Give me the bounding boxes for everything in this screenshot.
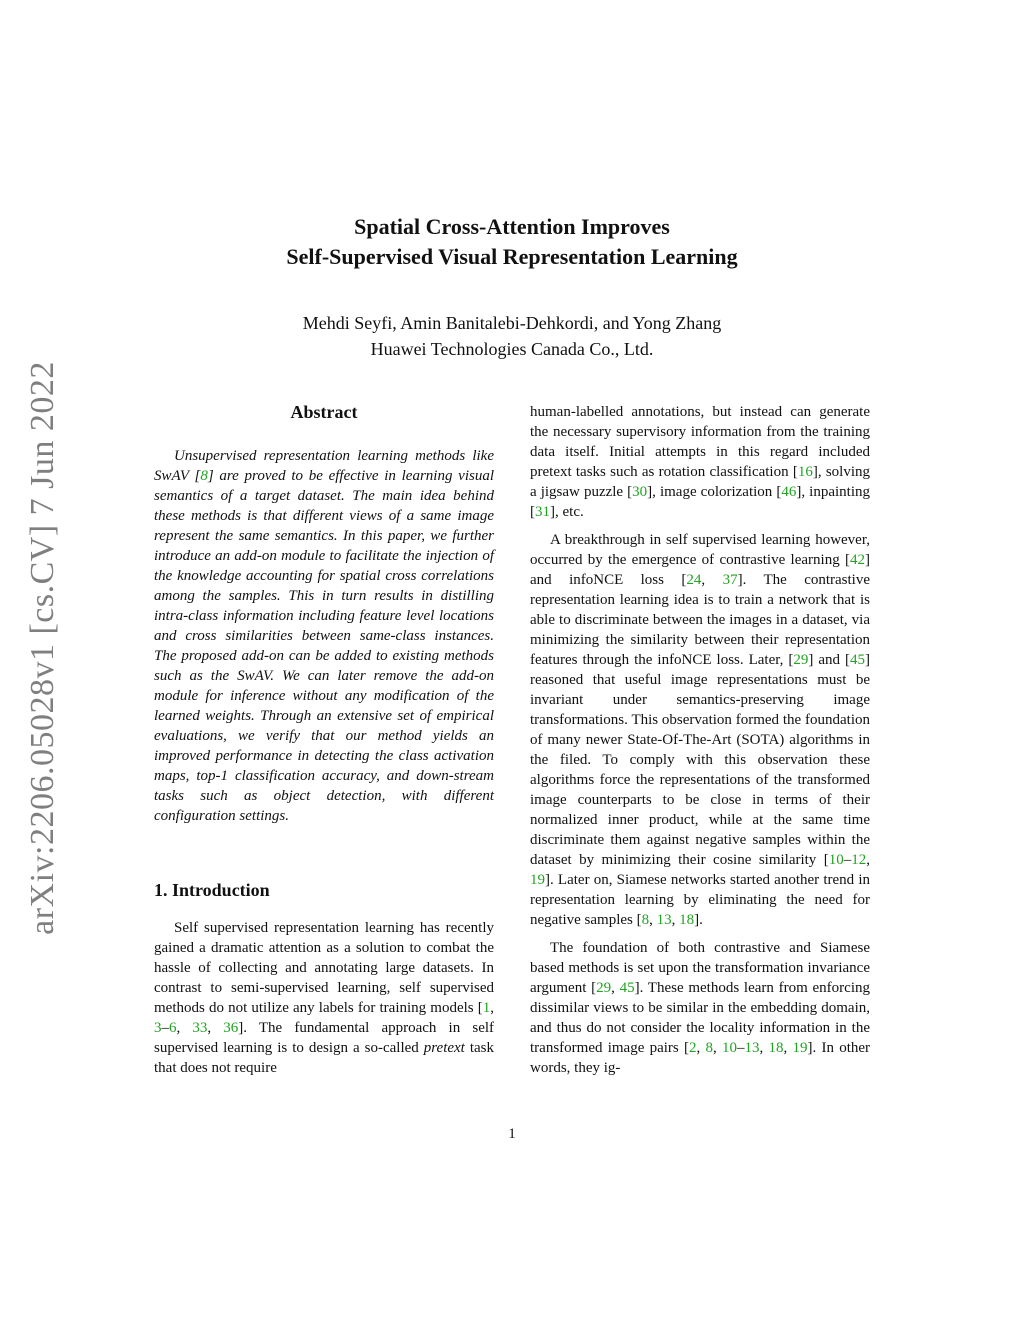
text-run: ]. The fundamental approach in self supervised learning is to design a so-called: [154, 1020, 495, 1056]
title-line-2: Self-Supervised Visual Representation Learning: [286, 244, 738, 269]
citation-link[interactable]: 13: [744, 1040, 760, 1056]
abstract-text: [154, 446, 494, 826]
separator: ,: [701, 572, 723, 588]
citation-link[interactable]: 8: [705, 1040, 713, 1056]
citation-link[interactable]: 18: [768, 1040, 784, 1056]
page-number: 1: [508, 1126, 516, 1142]
separator: ,: [866, 852, 870, 868]
separator: ,: [713, 1040, 722, 1056]
arxiv-identifier: arXiv:2206.05028v1 [cs.CV] 7 Jun 2022: [24, 360, 62, 935]
author-names: Mehdi Seyfi, Amin Banitalebi-Dehkordi, and Yong Zhang: [302, 313, 722, 333]
citation-link[interactable]: 10: [828, 852, 844, 868]
citation-link[interactable]: 24: [686, 572, 702, 588]
separator: –: [161, 1020, 169, 1036]
section-heading-introduction: 1. Introduction: [154, 880, 270, 900]
citation-link[interactable]: 8: [641, 912, 650, 928]
citation-link[interactable]: 10: [722, 1040, 737, 1056]
text-run: ]. Later on, Siamese networks started another trend in representation learning by eliminating the need for negative samples [: [530, 872, 870, 928]
body-paragraph-2: [530, 530, 870, 930]
separator: ,: [207, 1020, 224, 1036]
citation-link[interactable]: 29: [596, 980, 612, 996]
separator: ,: [759, 1040, 769, 1056]
citation-link[interactable]: 13: [656, 912, 672, 928]
text-run: ], image colorization [: [647, 484, 782, 500]
text-run: ] and [: [808, 652, 850, 668]
text-run: Self supervised representation learning has recently gained a dramatic attention as a solution to combat the hassle of collecting and annotating large datasets. In contrast to semi-supervised learning, self supervised methods do not utilize any labels for training models [: [154, 920, 494, 1016]
text-run: ], inpainting [: [530, 484, 870, 520]
citation-link[interactable]: 1: [482, 1000, 491, 1016]
citation-link[interactable]: 36: [223, 1020, 239, 1036]
affiliation: Huawei Technologies Canada Co., Ltd.: [370, 339, 654, 359]
separator: ,: [649, 912, 657, 928]
separator: ,: [490, 1000, 494, 1016]
text-run: human-labelled annotations, but instead can generate the necessary supervisory information from the training data itself. Initial attempts in this regard included pretext tasks such as rotation classification [: [530, 404, 870, 480]
text-run: ]. The contrastive representation learning idea is to train a network that is able to discriminate between the images in a dataset, via minimizing the similarity between their representation features through the infoNCE loss. Later, [: [530, 572, 871, 668]
left-column: [154, 400, 494, 1078]
citation-link[interactable]: 45: [619, 980, 635, 996]
separator: ,: [671, 912, 680, 928]
text-run: ], solving a jigsaw puzzle [: [530, 464, 870, 500]
text-run: ]. In other words, they ig-: [530, 1040, 871, 1076]
citation-link[interactable]: 45: [850, 652, 865, 668]
citation-link[interactable]: 16: [797, 464, 813, 480]
emphasis: pretext: [423, 1040, 465, 1056]
citation-link[interactable]: 19: [792, 1040, 808, 1056]
separator: ,: [696, 1040, 706, 1056]
citation-link[interactable]: 8: [200, 468, 208, 484]
abstract-heading: Abstract: [290, 402, 358, 422]
text-run: ] and infoNCE loss [: [530, 552, 870, 588]
citation-link[interactable]: 37: [722, 572, 738, 588]
text-run: The foundation of both contrastive and Siamese based methods is set upon the transformation invariance argument [: [530, 940, 870, 996]
citation-link[interactable]: 33: [192, 1020, 208, 1036]
citation-link[interactable]: 18: [679, 912, 695, 928]
citation-link[interactable]: 46: [781, 484, 797, 500]
separator: –: [737, 1040, 745, 1056]
citation-link[interactable]: 6: [169, 1020, 177, 1036]
text-run: A breakthrough in self supervised learning however, occurred by the emergence of contrastive learning [: [530, 532, 870, 568]
text-run: ] are proved to be effective in learning visual semantics of a target dataset. The main idea behind these methods is that different views of a same image represent the same semantics. In this paper, we further introduce an add-on module to facilitate the injection of the knowledge accounting for spatial cross correlations among the samples. This in turn results in distilling intra-class information including feature level locations and cross similarities between same-class instances. The proposed add-on can be added to existing methods such as the SwAV. We can later remove the add-on module for inference without any modification of the learned weights. Through an extensive set of empirical evaluations, we verify that our method yields an improved performance in detecting the class activation maps, top-1 classification accuracy, and down-stream tasks such as object detection, with different configuration settings.: [154, 468, 494, 824]
body-paragraph-3: [530, 938, 870, 1078]
citation-link[interactable]: 12: [851, 852, 867, 868]
separator: –: [843, 852, 852, 868]
text-run: task that does not require: [154, 1040, 494, 1076]
citation-link[interactable]: 30: [632, 484, 648, 500]
body-paragraph-1: [530, 402, 870, 522]
text-run: ], etc.: [550, 504, 584, 520]
separator: ,: [783, 1040, 793, 1056]
arxiv-sidebar: [22, 360, 64, 935]
citation-link[interactable]: 19: [530, 872, 545, 888]
citation-link[interactable]: 29: [793, 652, 809, 668]
intro-paragraph: [154, 918, 494, 1078]
citation-link[interactable]: 2: [689, 1040, 697, 1056]
author-block: [150, 310, 874, 362]
right-column: [530, 402, 870, 1078]
title-line-1: Spatial Cross-Attention Improves: [354, 214, 670, 239]
citation-link[interactable]: 3: [154, 1020, 162, 1036]
paper-title: [150, 212, 874, 272]
separator: ,: [611, 980, 620, 996]
text-run: Unsupervised representation learning methods like SwAV [: [154, 448, 494, 484]
separator: ,: [176, 1020, 193, 1036]
citation-link[interactable]: 31: [535, 504, 550, 520]
citation-link[interactable]: 42: [850, 552, 865, 568]
text-run: ] reasoned that useful image representations must be invariant under semantics-preserving image transformations. This observation formed the foundation of many newer State-Of-The-Art (SOTA) algorithms in the filed. To comply with this observation these algorithms force the representations of the transformed image counterparts to be close in terms of their normalized inner product, while at the same time discriminate them against negative samples within the dataset by minimizing their cosine similarity [: [530, 652, 870, 868]
text-run: ]. These methods learn from enforcing dissimilar views to be similar in the embedding domain, and thus do not consider the locality information in the transformed image pairs [: [530, 980, 870, 1056]
text-run: ].: [694, 912, 703, 928]
